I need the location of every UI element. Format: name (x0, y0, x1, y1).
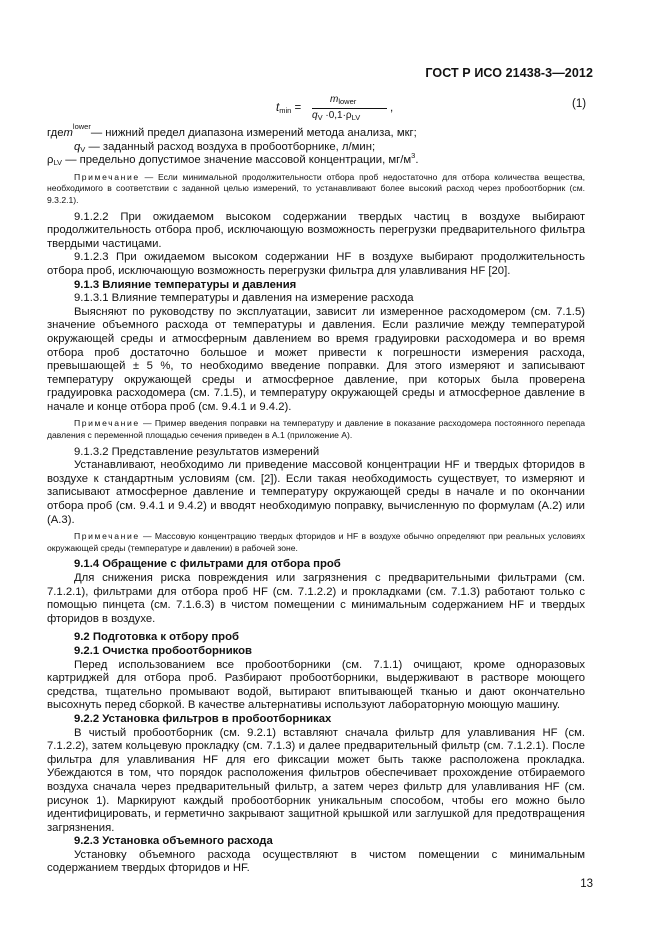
paragraph-9-2-2: В чистый пробоотборник (см. 9.2.1) вставляют сначала фильтр для улавливания HF (см. 7.1.2.2), затем кольцевую прокладку (см. 7.1.3) и далее предварительный фильтр (см. 7.1.2.1). После фильтра для улавливания HF для его фиксации может быть также расположена прокладка. Убеждаются в том, что порядок расположения фильтров обеспечивает прохождение отбираемого воздуха сначала через предварительный фильтр, а затем через фильтр для улавливания HF (см. рисунок 1). Маркируют каждый пробоотборник уникальным способом, чтобы его можно было идентифицировать, и герметично закрывают защитной крышкой или заглушкой для предотвращения загрязнения. (47, 726, 585, 834)
heading-9-1-3-1: 9.1.3.1 Влияние температуры и давления на измерение расхода (74, 292, 414, 305)
formula-lhs: $t_{min}$ = (276, 102, 302, 115)
paragraph-9-2-3: Установку объемного расхода осуществляют в чистом помещении с минимальным содержанием твердых фторидов и HF. (47, 848, 585, 875)
equation-number: (1) (572, 98, 587, 110)
note-3: Примечание — Массовую концентрацию твердых фторидов и HF в воздухе обычно определяют при реальных условиях окружающей среды (температуре и давлении) в рабочей зоне. (47, 531, 585, 553)
paragraph-9-2-1: Перед использованием все пробоотборники (см. 7.1.1) очищают, кроме одноразовых картриджей для отбора проб. Разбирают пробоотборники, выдерживают в растворе моющего средства, тщательно промывают водой, вытирают впитывающей тканью и дают окончательно высохнуть перед сборкой. В качестве альтернативы используют лабораторную моющую машину. (47, 658, 585, 712)
paragraph-9-1-3-2: Устанавливают, необходимо ли приведение массовой концентрации HF и твердых фторидов в воздухе к стандартным условиям (см. [2]). Если такая необходимость существует, то измеряют и записывают атмосферное давление и температуру окружающей среды в начале и по окончании отбора проб (см. 9.4.1 и 9.4.2) и вводят необходимую поправку, вычисленную по формулам (А.2) или (А.3). (47, 459, 585, 526)
heading-9-1-3-2: 9.1.3.2 Представление результатов измерений (74, 445, 320, 458)
paragraph-9-1-2-2: 9.1.2.2 При ожидаемом высоком содержании твердых частиц в воздухе выбирают продолжительность отбора проб, исключающую возможность перегрузки предварительного фильтра твердыми частицами. (47, 210, 585, 250)
note-1: Примечание — Если минимальной продолжительности отбора проб недостаточно для отбора количества вещества, необходимого в соответствии с заданной целью измерений, то устанавливают более высокий расход через пробоотборник (см. 9.3.2.1). (47, 171, 585, 205)
heading-9-1-4: 9.1.4 Обращение с фильтрами для отбора проб (74, 558, 341, 571)
heading-9-2-1: 9.2.1 Очистка пробоотборников (74, 644, 252, 657)
definition-line: $\rho_{LV}$ — предельно допустимое значение массовой концентрации, $мг/м^3$. (47, 151, 419, 168)
heading-9-1-3: 9.1.3 Влияние температуры и давления (74, 278, 297, 291)
paragraph-9-1-2-3: 9.1.2.3 При ожидаемом высоком содержании HF в воздухе выбирают продолжительность отбора проб, исключающую возможность перегрузки фильтра для улавливания HF [20]. (47, 251, 585, 277)
standard-designation: ГОСТ Р ИСО 21438-3—2012 (425, 66, 593, 80)
heading-9-2-3: 9.2.3 Установка объемного расхода (74, 835, 273, 848)
formula-numerator: $m_{lower}$ (330, 94, 357, 106)
paragraph-9-1-3-1: Выясняют по руководству по эксплуатации, зависит ли измеренное расходомером (см. 7.1.5) значение объемного расхода от температуры и давления. Если различие между температурой окружающей среды и атмосферным давлением во время градуировки расходомера и во время отбора проб достаточно большое и может привести к погрешности измерения расхода, превышающей ± 5 %, то необходимо введение поправки. Для этого измеряют и записывают температуру окружающей среды и атмосферное давление, при которых была проверена градуировка расходомера (см. 7.1.5), и температуру окружающей среды и атмосферное давление в начале и конце отбора проб (см. 9.4.1 и 9.4.2). (47, 305, 585, 413)
definition-line: где m lower — нижний предел диапазона измерений метода анализа, мкг; (47, 122, 417, 139)
page-content (47, 122, 585, 876)
page-number: 13 (580, 878, 593, 890)
heading-9-2-2: 9.2.2 Установка фильтров в пробоотборниках (74, 712, 332, 725)
formula-denominator: $q_V \cdot 0,1\cdot\rho_{LV}$ (312, 110, 361, 122)
heading-9-2: 9.2 Подготовка к отбору проб (74, 631, 239, 644)
definition-line: $q_V$ — заданный расход воздуха в пробоотборнике, л/мин; (74, 140, 376, 154)
note-2: Примечание — Пример введения поправки на температуру и давление в показание расходомера постоянного перепада давления с переменной площадью сечения приведен в А.1 (приложение А). (47, 418, 585, 441)
fraction-bar (312, 108, 387, 109)
paragraph-9-1-4: Для снижения риска повреждения или загрязнения с предварительными фильтрами (см. 7.1.2.1), фильтрами для отбора проб HF (см. 7.1.2.2) и прокладками (см. 7.1.3) работают только с помощью пинцета (см. 7.1.6.3) в чистом помещении с минимальным содержанием HF и твердых фторидов в воздухе. (47, 572, 585, 625)
formula-1: $t_{min}$ = $m_{lower}$ $q_V \cdot 0,1\cdot\rho_{LV}$ , (276, 94, 394, 122)
